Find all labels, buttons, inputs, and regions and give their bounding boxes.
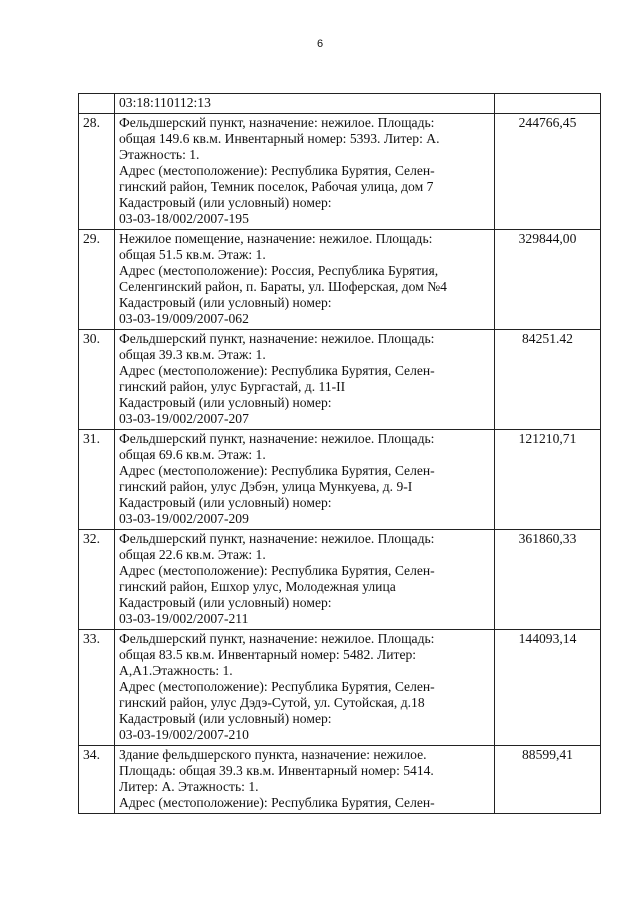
description-line: общая 51.5 кв.м. Этаж: 1.	[119, 247, 266, 262]
table-body	[79, 94, 601, 814]
description-line: Здание фельдшерского пункта, назначение: нежилое.	[119, 747, 427, 762]
table-row	[79, 94, 601, 114]
row-number	[79, 94, 115, 114]
description-line: Фельдшерский пункт, назначение: нежилое. Площадь:	[119, 631, 435, 646]
description-line: гинский район, улус Бургастай, д. 11-II	[119, 379, 346, 394]
row-description	[115, 430, 495, 530]
description-line: Фельдшерский пункт, назначение: нежилое. Площадь:	[119, 531, 435, 546]
description-line: Адрес (местоположение): Республика Бурятия, Селен-	[119, 563, 435, 578]
row-value: 84251.42	[495, 330, 601, 430]
description-line: 03-03-19/002/2007-210	[119, 727, 249, 742]
description-line: А,А1.Этажность: 1.	[119, 663, 233, 678]
table-row	[79, 746, 601, 814]
row-number: 30.	[79, 330, 115, 430]
description-line: 03-03-19/002/2007-207	[119, 411, 249, 426]
row-description	[115, 530, 495, 630]
description-line: Кадастровый (или условный) номер:	[119, 595, 332, 610]
table-row	[79, 630, 601, 746]
description-line: Этажность: 1.	[119, 147, 200, 162]
description-line: гинский район, Ешхор улус, Молодежная улица	[119, 579, 396, 594]
row-value: 88599,41	[495, 746, 601, 814]
description-line: 03:18:110112:13	[119, 95, 211, 110]
description-line: Фельдшерский пункт, назначение: нежилое. Площадь:	[119, 331, 435, 346]
description-line: гинский район, улус Дэбэн, улица Мункуева, д. 9-I	[119, 479, 413, 494]
description-line: гинский район, улус Дэдэ-Сутой, ул. Сутойская, д.18	[119, 695, 425, 710]
row-value	[495, 94, 601, 114]
description-line: общая 149.6 кв.м. Инвентарный номер: 5393. Литер: А.	[119, 131, 440, 146]
description-line: Адрес (местоположение): Республика Бурятия, Селен-	[119, 363, 435, 378]
description-line: Кадастровый (или условный) номер:	[119, 295, 332, 310]
description-line: общая 39.3 кв.м. Этаж: 1.	[119, 347, 266, 362]
description-line: 03-03-19/002/2007-209	[119, 511, 249, 526]
row-value: 144093,14	[495, 630, 601, 746]
property-table	[78, 93, 601, 814]
table-row	[79, 114, 601, 230]
description-line: Адрес (местоположение): Республика Бурятия, Селен-	[119, 163, 435, 178]
row-description	[115, 230, 495, 330]
table-row	[79, 430, 601, 530]
row-description	[115, 330, 495, 430]
table-row	[79, 530, 601, 630]
table-row	[79, 330, 601, 430]
description-line: Фельдшерский пункт, назначение: нежилое. Площадь:	[119, 431, 435, 446]
row-number: 28.	[79, 114, 115, 230]
description-line: Литер: А. Этажность: 1.	[119, 779, 259, 794]
row-description	[115, 746, 495, 814]
row-number: 29.	[79, 230, 115, 330]
description-line: Кадастровый (или условный) номер:	[119, 195, 332, 210]
description-line: Нежилое помещение, назначение: нежилое. Площадь:	[119, 231, 433, 246]
page-number: 6	[316, 38, 324, 50]
description-line: 03-03-19/002/2007-211	[119, 611, 249, 626]
row-value: 244766,45	[495, 114, 601, 230]
description-line: Кадастровый (или условный) номер:	[119, 495, 332, 510]
description-line: Адрес (местоположение): Республика Бурятия, Селен-	[119, 463, 435, 478]
row-value: 329844,00	[495, 230, 601, 330]
row-number: 33.	[79, 630, 115, 746]
row-description	[115, 94, 495, 114]
description-line: гинский район, Темник поселок, Рабочая улица, дом 7	[119, 179, 434, 194]
row-number: 32.	[79, 530, 115, 630]
description-line: 03-03-18/002/2007-195	[119, 211, 249, 226]
description-line: общая 83.5 кв.м. Инвентарный номер: 5482. Литер:	[119, 647, 417, 662]
description-line: Адрес (местоположение): Республика Бурятия, Селен-	[119, 795, 435, 810]
description-line: общая 22.6 кв.м. Этаж: 1.	[119, 547, 266, 562]
row-description	[115, 114, 495, 230]
row-description	[115, 630, 495, 746]
table-row	[79, 230, 601, 330]
description-line: 03-03-19/009/2007-062	[119, 311, 249, 326]
description-line: Кадастровый (или условный) номер:	[119, 395, 332, 410]
description-line: Селенгинский район, п. Бараты, ул. Шоферская, дом №4	[119, 279, 447, 294]
description-line: общая 69.6 кв.м. Этаж: 1.	[119, 447, 266, 462]
row-number: 31.	[79, 430, 115, 530]
description-line: Площадь: общая 39.3 кв.м. Инвентарный номер: 5414.	[119, 763, 434, 778]
row-number: 34.	[79, 746, 115, 814]
description-line: Кадастровый (или условный) номер:	[119, 711, 332, 726]
description-line: Адрес (местоположение): Республика Бурятия, Селен-	[119, 679, 435, 694]
description-line: Фельдшерский пункт, назначение: нежилое. Площадь:	[119, 115, 435, 130]
row-value: 361860,33	[495, 530, 601, 630]
description-line: Адрес (местоположение): Россия, Республика Бурятия,	[119, 263, 439, 278]
row-value: 121210,71	[495, 430, 601, 530]
